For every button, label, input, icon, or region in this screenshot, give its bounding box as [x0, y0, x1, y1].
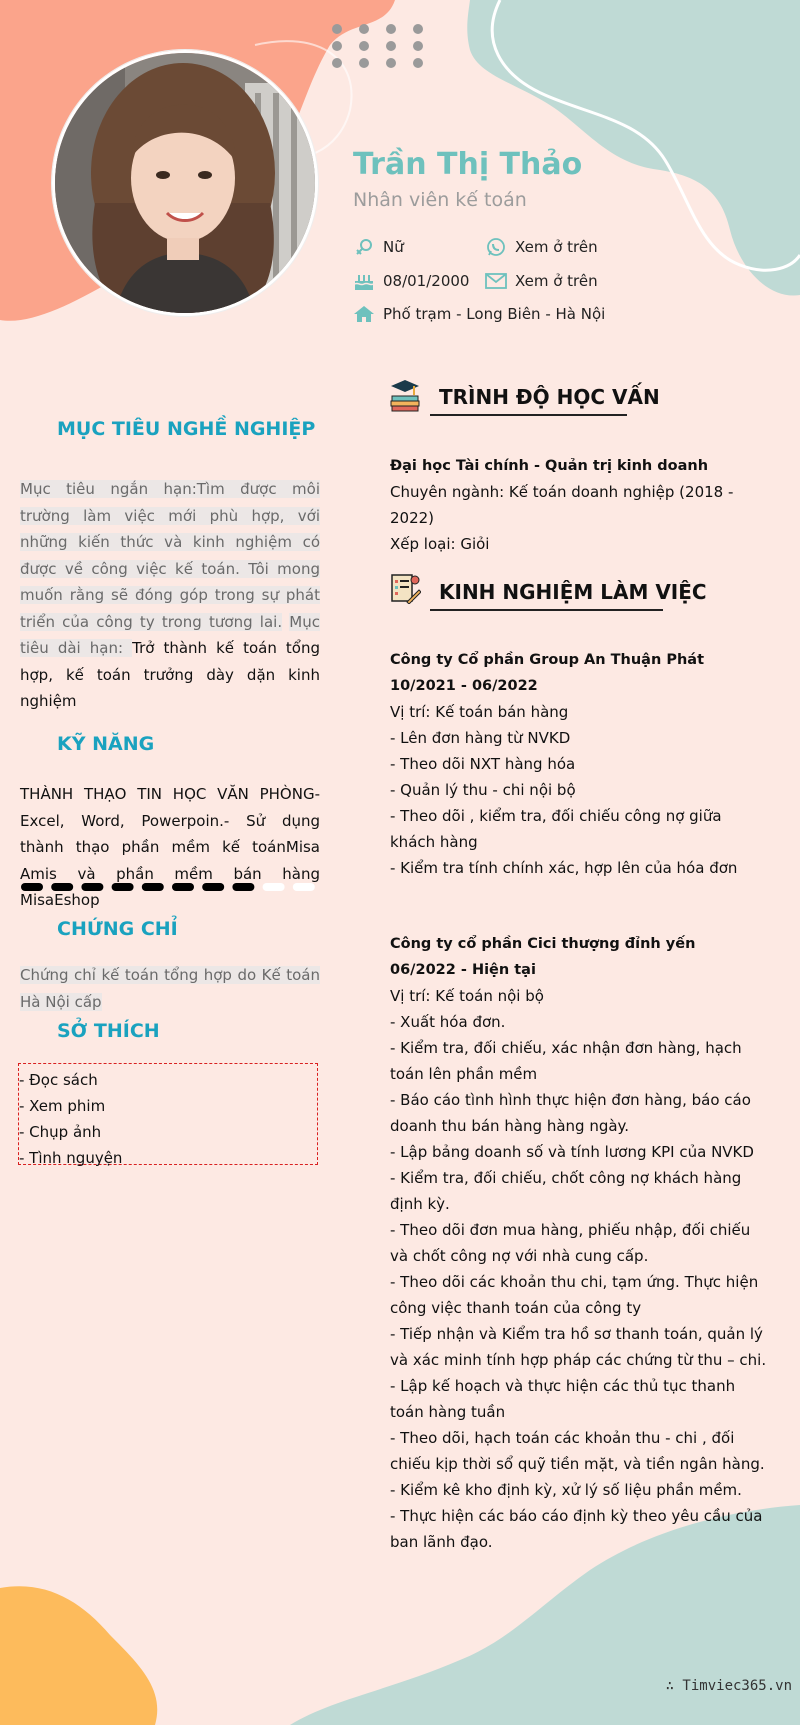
skills-text: THÀNH THẠO TIN HỌC VĂN PHÒNG- Excel, Word, Powerpoin.- Sử dụng thành thạo phần mềm kế toánMisa Amis và phần mềm bán hàng MisaEshop: [20, 785, 320, 909]
skill-level-segment: [263, 883, 285, 891]
career-goal-content: [20, 476, 320, 715]
skill-level-segment: [293, 883, 315, 891]
job-line: - Lên đơn hàng từ NVKD: [390, 729, 571, 747]
career-goal-title: MỤC TIÊU NGHỀ NGHIỆP: [57, 418, 316, 440]
job-line: - Lập kế hoạch và thực hiện các thủ tục thanh toán hàng tuần: [390, 1377, 736, 1421]
job-line: Vị trí: Kế toán nội bộ: [390, 987, 544, 1005]
work-checklist-icon: [389, 572, 421, 608]
phone-info: [485, 236, 598, 258]
certificates-content: [20, 962, 320, 1015]
skill-level-segment: [51, 883, 73, 891]
skill-level-segment: [172, 883, 194, 891]
job-entry-1: [390, 647, 770, 881]
footer-brand: ∴ Timviec365.vn: [665, 1678, 792, 1694]
hobby-item: - Xem phim: [19, 1097, 106, 1115]
job-company: Công ty cổ phần Cici thượng đỉnh yến: [390, 936, 696, 952]
graduation-books-icon: [389, 378, 421, 416]
gender-value: Nữ: [383, 238, 404, 256]
experience-underline: [430, 609, 663, 611]
job-line: - Kiểm tra, đối chiếu, chốt công nợ khách hàng định kỳ.: [390, 1169, 742, 1213]
home-icon: [353, 303, 375, 325]
gender-info: [353, 236, 404, 258]
candidate-role: Nhân viên kế toán: [353, 189, 527, 211]
hobby-item: - Đọc sách: [19, 1071, 98, 1089]
education-underline: [430, 414, 627, 416]
skill-level-segment: [202, 883, 224, 891]
long-term-goal-label: Mục tiêu dài hạn:: [20, 612, 320, 657]
job-line: - Kiểm tra tính chính xác, hợp lên của hóa đơn: [390, 859, 738, 877]
hobbies-title: SỞ THÍCH: [57, 1020, 160, 1042]
skill-level-segment: [81, 883, 103, 891]
job-period: 10/2021 - 06/2022: [390, 678, 538, 694]
envelope-icon: [485, 270, 507, 292]
skill-level-segment: [21, 883, 43, 891]
job-entry-2: [390, 931, 770, 1555]
skills-title: KỸ NĂNG: [57, 733, 155, 755]
certificate-text: Chứng chỉ kế toán tổng hợp do Kế toán Hà Nội cấp: [20, 966, 320, 1011]
skill-level-segment: [142, 883, 164, 891]
education-school: Đại học Tài chính - Quản trị kinh doanh: [390, 458, 709, 474]
job-line: - Theo dõi đơn mua hàng, phiếu nhập, đối chiếu và chốt công nợ với nhà cung cấp.: [390, 1221, 751, 1265]
birthday-value: 08/01/2000: [383, 272, 470, 290]
job-line: - Kiểm tra, đối chiếu, xác nhận đơn hàng, hạch toán lên phần mềm: [390, 1039, 742, 1083]
long-term-goal: Trở thành kế toán tổng hợp, kế toán trưởng dày dặn kinh nghiệm: [20, 639, 320, 710]
hobbies-list: [18, 1063, 318, 1165]
job-line: - Theo dõi, hạch toán các khoản thu - chi , đối chiếu kịp thời sổ quỹ tiền mặt, và tiền ngân hàng.: [390, 1429, 765, 1473]
job-line: - Theo dõi , kiểm tra, đối chiếu công nợ giữa khách hàng: [390, 807, 722, 851]
skill-level-segment: [232, 883, 254, 891]
email-info: [485, 270, 598, 292]
phone-value: Xem ở trên: [515, 238, 598, 256]
job-line: - Thực hiện các báo cáo định kỳ theo yêu cầu của ban lãnh đạo.: [390, 1507, 763, 1551]
address-info: [353, 303, 605, 325]
job-company: Công ty Cổ phần Group An Thuận Phát: [390, 652, 705, 668]
email-value: Xem ở trên: [515, 272, 598, 290]
job-line: - Tiếp nhận và Kiểm tra hồ sơ thanh toán, quản lý và xác minh tính hợp pháp các chứng từ thu – chi.: [390, 1325, 767, 1369]
job-line: - Theo dõi các khoản thu chi, tạm ứng. Thực hiện công việc thanh toán của công ty: [390, 1273, 759, 1317]
avatar: [52, 50, 318, 316]
birthday-info: [353, 270, 469, 292]
job-line: - Xuất hóa đơn.: [390, 1013, 506, 1031]
short-term-goal: Mục tiêu ngắn hạn:Tìm được môi trường làm việc mới phù hợp, với những kiến thức và kinh nghiệm có được về công việc kế toán. Tôi mong muốn rằng sẽ đóng góp trong sự phát triển của công ty trong tương lai.: [20, 480, 320, 631]
candidate-name: Trần Thị Thảo: [353, 147, 583, 182]
job-period: 06/2022 - Hiện tại: [390, 962, 536, 978]
skill-level-bar: [20, 880, 322, 894]
education-major: Chuyên ngành: Kế toán doanh nghiệp (2018 - 2022): [390, 483, 734, 527]
address-value: Phố trạm - Long Biên - Hà Nội: [383, 305, 606, 323]
gender-icon: [353, 236, 375, 258]
hobby-item: - Tình nguyện: [19, 1149, 123, 1167]
hobby-item: - Chụp ảnh: [19, 1123, 102, 1141]
job-line: - Quản lý thu - chi nội bộ: [390, 781, 576, 799]
job-line: - Báo cáo tình hình thực hiện đơn hàng, báo cáo doanh thu bán hàng hàng ngày.: [390, 1091, 751, 1135]
certificates-title: CHỨNG CHỈ: [57, 918, 178, 940]
education-content: [390, 453, 770, 557]
job-line: Vị trí: Kế toán bán hàng: [390, 703, 569, 721]
education-grade: Xếp loại: Giỏi: [390, 535, 490, 553]
job-line: - Theo dõi NXT hàng hóa: [390, 755, 576, 773]
birthday-cake-icon: [353, 270, 375, 292]
job-line: - Kiểm kê kho định kỳ, xử lý số liệu phần mềm.: [390, 1481, 742, 1499]
skill-level-segment: [112, 883, 134, 891]
decorative-dots: [332, 24, 432, 70]
whatsapp-phone-icon: [485, 236, 507, 258]
education-title: TRÌNH ĐỘ HỌC VẤN: [439, 385, 660, 409]
job-line: - Lập bảng doanh số và tính lương KPI của NVKD: [390, 1143, 754, 1161]
experience-title: KINH NGHIỆM LÀM VIỆC: [439, 580, 707, 604]
